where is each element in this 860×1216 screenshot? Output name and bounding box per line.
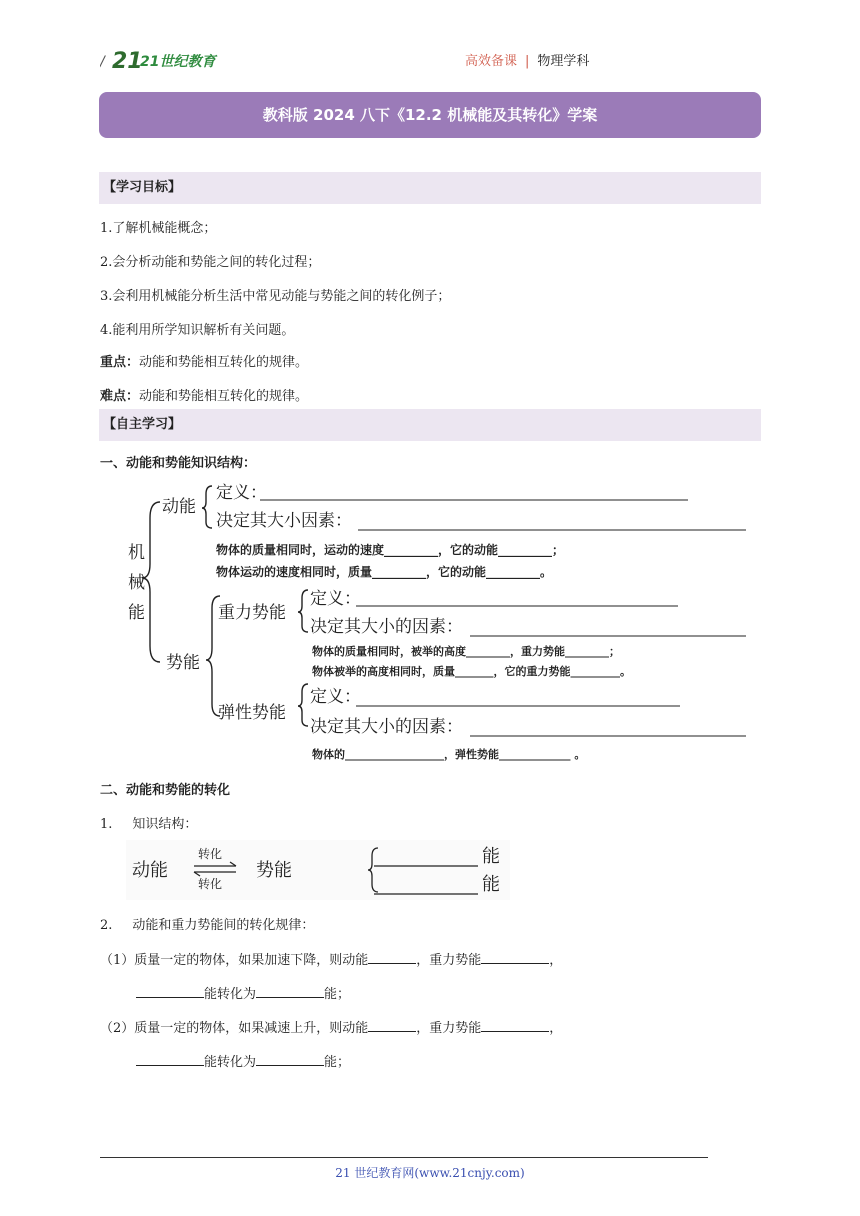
kinetic-rule-1: 物体的质量相同时，运动的速度_________，它的动能_________； [216, 543, 565, 557]
gravity-rule-1: 物体的质量相同时，被举的高度________，重力势能________； [312, 645, 620, 658]
conversion-diagram [126, 840, 510, 900]
part1-title: 一、动能和势能知识结构： [100, 456, 257, 471]
section-heading-goals: 【学习目标】 [99, 172, 761, 204]
svg-text:21: 21 [112, 49, 143, 74]
key-point-text: 动能和势能相互转化的规律。 [139, 355, 309, 370]
goal-item: 3.会利用机械能分析生活中常见动能与势能之间的转化例子； [100, 289, 451, 304]
header-tags [465, 50, 589, 69]
answer-blank[interactable] [481, 950, 549, 964]
kinetic-factors-label: 决定其大小因素： [216, 511, 352, 531]
goal-item: 2.会分析动能和势能之间的转化过程； [100, 255, 321, 270]
gravity-rule-2: 物体被举的高度相同时，质量_______，它的重力势能_________。 [312, 665, 631, 678]
answer-blank[interactable] [368, 950, 416, 964]
question-1: （1）质量一定的物体，如果加速下降，则动能 ，重力势能 ， [100, 949, 562, 968]
logo [100, 44, 230, 76]
kinetic-label: 动能 [162, 497, 196, 517]
question-2-cont: 能转化为 能； [136, 1051, 350, 1070]
difficult-point [100, 385, 308, 404]
key-point [100, 351, 308, 370]
goal-item: 4.能利用所学知识解析有关问题。 [100, 323, 295, 338]
elastic-def-label: 定义： [310, 687, 361, 707]
item-text: 动能和重力势能间的转化规律： [132, 918, 315, 933]
gravity-factors-label: 决定其大小的因素： [310, 617, 463, 637]
root-char: 械 [128, 573, 145, 593]
header-tag-separator: | [525, 54, 530, 69]
conv-brace [368, 848, 378, 892]
footer-text: 21 世纪教育网(www.21cnjy.com) [335, 1166, 525, 1180]
item-text: 知识结构： [132, 817, 198, 832]
header-tag-left: 高效备课 [465, 54, 518, 69]
item-number: 1. [100, 817, 113, 832]
root-char: 机 [128, 543, 145, 563]
potential-label: 势能 [166, 653, 200, 673]
difficult-point-text: 动能和势能相互转化的规律。 [139, 389, 309, 404]
conv-left-label: 动能 [132, 860, 168, 881]
section-heading-self-study: 【自主学习】 [99, 409, 761, 441]
conv-end-2: 能 [482, 874, 500, 895]
conv-right-label: 势能 [256, 860, 292, 881]
answer-blank[interactable] [256, 1052, 324, 1066]
page-title: 教科版 2024 八下《12.2 机械能及其转化》学案 [99, 92, 761, 138]
elastic-factors-label: 决定其大小的因素： [310, 717, 463, 737]
answer-blank[interactable] [136, 984, 204, 998]
goal-item: 1.了解机械能概念； [100, 221, 217, 236]
answer-blank[interactable] [256, 984, 324, 998]
logo-text: 21世纪教育 [140, 54, 216, 70]
footer-divider [100, 1157, 708, 1158]
svg-text:/: / [100, 54, 105, 70]
answer-blank[interactable] [136, 1052, 204, 1066]
part2-title: 二、动能和势能的转化 [100, 783, 231, 798]
question-2: （2）质量一定的物体，如果减速上升，则动能 ，重力势能 ， [100, 1017, 562, 1036]
conv-arrow-top: 转化 [198, 847, 223, 861]
kinetic-def-label: 定义： [216, 483, 267, 503]
part2-item-1 [100, 813, 197, 832]
kinetic-rule-2: 物体运动的速度相同时，质量_________，它的动能_________。 [216, 565, 553, 579]
difficult-point-label: 难点： [100, 389, 140, 404]
part2-item-2 [100, 914, 314, 933]
key-point-label: 重点： [100, 355, 140, 370]
header-tag-right: 物理学科 [537, 54, 590, 69]
answer-blank[interactable] [368, 1018, 416, 1032]
item-number: 2. [100, 918, 113, 933]
elastic-rule: 物体的__________________，弹性势能_____________ 。 [312, 748, 586, 761]
double-arrow-icon [194, 862, 236, 876]
root-char: 能 [128, 603, 145, 623]
conv-arrow-bottom: 转化 [198, 877, 223, 891]
answer-blank[interactable] [481, 1018, 549, 1032]
knowledge-structure-diagram [120, 478, 760, 770]
elastic-label: 弹性势能 [218, 703, 286, 723]
question-1-cont: 能转化为 能； [136, 983, 350, 1002]
gravity-def-label: 定义： [310, 589, 361, 609]
conv-end-1: 能 [482, 846, 500, 867]
gravity-label: 重力势能 [218, 603, 286, 623]
